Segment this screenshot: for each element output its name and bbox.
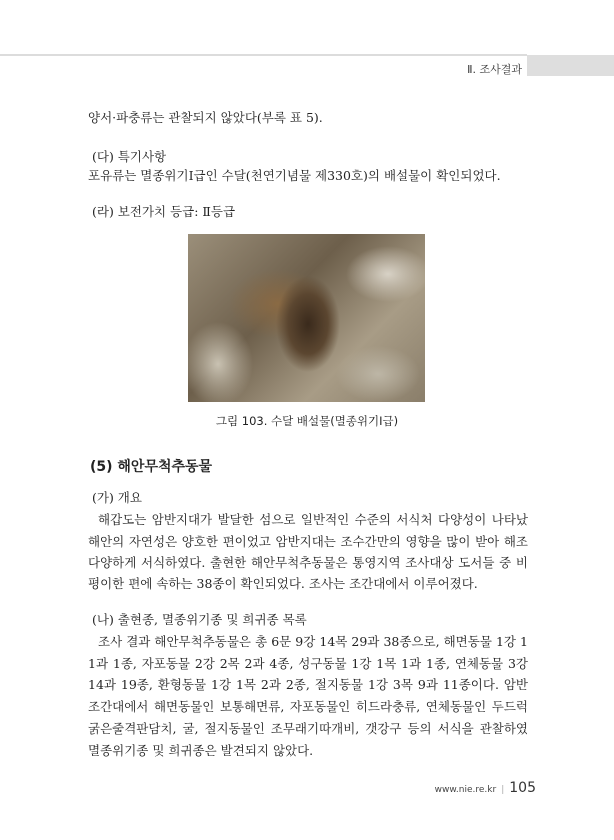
paragraph-line: 양서·파충류는 관찰되지 않았다(부록 표 5).: [88, 110, 323, 125]
subheading-da: (다) 특기사항: [92, 149, 167, 164]
section-header: Ⅱ. 조사결과: [467, 63, 522, 76]
paragraph-line: 해안의 자연성은 양호한 편이었고 암반지대는 조수간만의 영향을 많이 받아 해조: [88, 534, 528, 549]
paragraph-line: 14과 19종, 환형동물 1강 1목 2과 2종, 절지동물 1강 3목 9과 11종이다. 암반: [88, 677, 528, 692]
figure-caption: 그림 103. 수달 배설물(멸종위기Ⅰ급): [215, 414, 399, 428]
footer-url: www.nie.re.kr: [434, 785, 497, 795]
footer-separator: |: [501, 785, 505, 795]
otter-droppings-photo: [188, 234, 425, 402]
subheading-ra: (라) 보전가치 등급: Ⅱ등급: [92, 204, 236, 219]
paragraph-line: 해갑도는 암반지대가 발달한 섬으로 일반적인 수준의 서식처 다양성이 나타났: [98, 512, 528, 527]
subheading-na: (나) 출현종, 멸종위기종 및 희귀종 목록: [92, 612, 307, 627]
header-tab: [527, 55, 614, 76]
paragraph-line: 1과 1종, 자포동물 2강 2목 2과 4종, 성구동물 1강 1목 1과 1종, 연체동물 3강: [88, 656, 528, 671]
subheading-ga: (가) 개요: [92, 490, 142, 505]
paragraph-line: 다양하게 서식하였다. 출현한 해안무척추동물은 통영지역 조사대상 도서들 중 비: [88, 555, 528, 570]
paragraph-line: 조사 결과 해안무척추동물은 총 6문 9강 14목 29과 38종으로, 해면동물 1강 1: [98, 634, 528, 649]
page-number: 105: [509, 780, 536, 796]
paragraph-line: 조간대에서 해면동물인 보통해면류, 자포동물인 히드라충류, 연체동물인 두드럭: [88, 699, 528, 714]
paragraph-line: 멸종위기종 및 희귀종은 발견되지 않았다.: [88, 743, 314, 758]
paragraph-line: 굵은줄격판담치, 굴, 절지동물인 조무래기따개비, 갯강구 등의 서식을 관찰하였: [88, 721, 528, 736]
header-rule: [0, 54, 527, 56]
page-footer: [435, 780, 536, 796]
paragraph-line: 평이한 편에 속하는 38종이 확인되었다. 조사는 조간대에서 이루어졌다.: [88, 576, 478, 591]
paragraph-line: 포유류는 멸종위기Ⅰ급인 수달(천연기념물 제330호)의 배설물이 확인되었다.: [88, 168, 501, 183]
section-heading: (5) 해안무척추동물: [90, 459, 213, 475]
